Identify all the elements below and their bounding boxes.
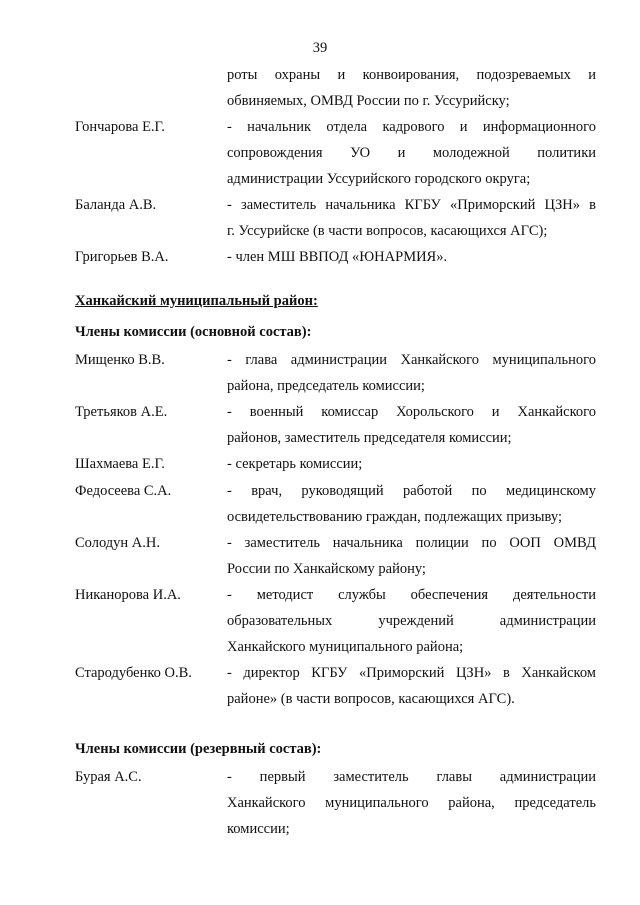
member-role <box>227 451 596 477</box>
text-line: - врач, руководящий работой по медицинскому <box>227 483 596 499</box>
text-line: - глава администрации Ханкайского муниципального <box>227 352 596 368</box>
page-number: 39 <box>312 40 328 56</box>
text-line: - заместитель начальника КГБУ «Приморский ЦЗН» в <box>227 197 596 213</box>
member-role <box>227 764 596 842</box>
member-name: Гончарова Е.Г. <box>75 119 165 135</box>
section-heading-main: Члены комиссии (основной состав): <box>75 324 312 340</box>
member-name: Третьяков А.Е. <box>75 404 168 420</box>
text-line: - начальник отдела кадрового и информационного <box>227 119 596 135</box>
member-role <box>227 244 596 270</box>
text-line: администрации Уссурийского городского округа; <box>227 171 531 187</box>
text-line: - директор КГБУ «Приморский ЦЗН» в Ханкайском <box>227 665 596 681</box>
member-name: Федосеева С.А. <box>75 483 172 499</box>
member-name: Шахмаева Е.Г. <box>75 456 165 472</box>
text-line: обвиняемых, ОМВД России по г. Уссурийску; <box>227 93 510 109</box>
member-name: Никанорова И.А. <box>75 587 181 603</box>
text-line: России по Ханкайскому району; <box>227 561 426 577</box>
member-role <box>227 530 596 582</box>
text-line: - секретарь комиссии; <box>227 456 363 472</box>
member-name: Стародубенко О.В. <box>75 665 192 681</box>
text-line: роты охраны и конвоирования, подозреваемых и <box>227 67 596 83</box>
text-line: районов, заместитель председателя комиссии; <box>227 430 512 446</box>
member-role <box>227 347 596 399</box>
member-name: Солодун А.Н. <box>75 535 161 551</box>
text-line: - член МШ ВВПОД «ЮНАРМИЯ». <box>227 249 448 265</box>
text-line: Ханкайского муниципального района, председатель <box>227 795 596 811</box>
member-role <box>227 478 596 530</box>
text-line: комиссии; <box>227 821 290 837</box>
member-role <box>227 399 596 451</box>
text-line: районе» (в части вопросов, касающихся АГС). <box>227 691 515 707</box>
text-line: - методист службы обеспечения деятельности <box>227 587 596 603</box>
text-line: района, председатель комиссии; <box>227 378 425 394</box>
member-role <box>227 192 596 244</box>
district-heading: Ханкайский муниципальный район: <box>75 293 318 309</box>
text-line: - заместитель начальника полиции по ООП ОМВД <box>227 535 596 551</box>
member-name: Баланда А.В. <box>75 197 157 213</box>
text-line: освидетельствованию граждан, подлежащих призыву; <box>227 509 562 525</box>
text-line: г. Уссурийске (в части вопросов, касающихся АГС); <box>227 223 548 239</box>
member-role <box>227 660 596 712</box>
member-role <box>227 582 596 660</box>
text-line: - военный комиссар Хорольского и Ханкайского <box>227 404 596 420</box>
text-line: сопровождения УО и молодежной политики <box>227 145 596 161</box>
text-line: - первый заместитель главы администрации <box>227 769 596 785</box>
section-heading-reserve: Члены комиссии (резервный состав): <box>75 741 322 757</box>
member-name: Григорьев В.А. <box>75 249 169 265</box>
member-name: Мищенко В.В. <box>75 352 165 368</box>
member-role <box>227 114 596 192</box>
text-line: образовательных учреждений администрации <box>227 613 596 629</box>
continuation-text <box>227 62 596 114</box>
member-name: Бурая А.С. <box>75 769 142 785</box>
text-line: Ханкайского муниципального района; <box>227 639 464 655</box>
